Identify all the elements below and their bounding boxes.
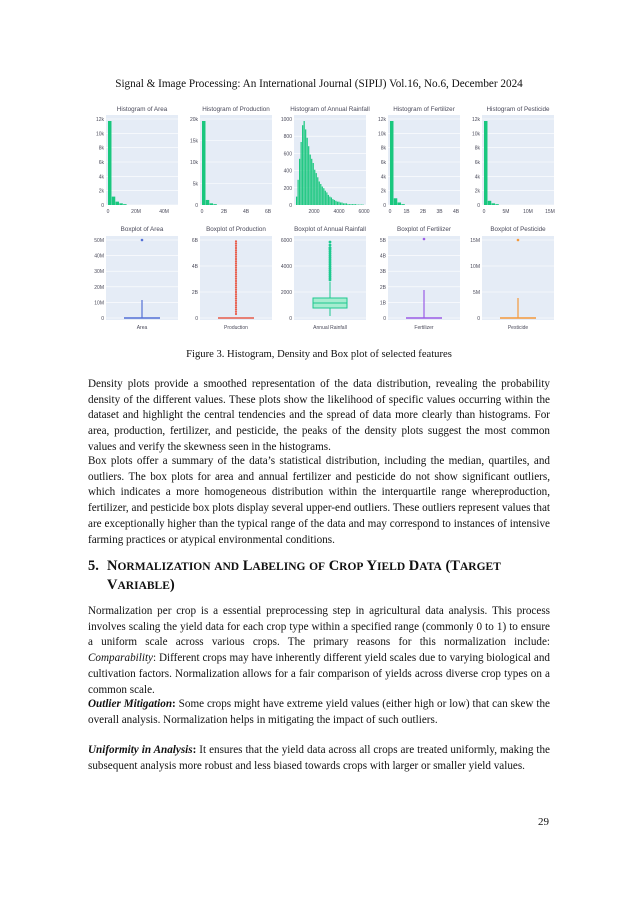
histogram-bar: [352, 204, 353, 205]
histogram-bar: [350, 204, 351, 205]
y-tick-label: 0: [195, 203, 198, 209]
y-tick-label: 400: [283, 168, 292, 175]
uniformity-term: Uniformity in Analysis: [88, 744, 193, 756]
y-tick-label: 12k: [377, 117, 386, 123]
x-axis-label: Fertilizer: [414, 325, 434, 331]
y-tick-label: 2B: [191, 290, 198, 296]
y-tick-label: 15k: [189, 138, 198, 145]
outlier-point: [235, 311, 237, 313]
outlier-point: [235, 249, 237, 251]
y-tick-label: 2k: [98, 188, 104, 195]
outlier-point: [235, 280, 237, 282]
boxplot-title: Boxplot of Annual Rainfall: [294, 226, 366, 233]
histogram-bar: [398, 202, 401, 205]
page-number: 29: [538, 816, 549, 828]
histogram-bar: [355, 204, 356, 205]
histogram-bar: [322, 187, 323, 205]
y-tick-label: 10k: [471, 131, 480, 138]
outlier-point: [329, 244, 332, 247]
y-tick-label: 50M: [94, 238, 104, 244]
outlier-point: [235, 258, 237, 260]
histogram-bar: [213, 204, 216, 205]
histogram-bar: [317, 177, 318, 205]
x-axis-label: Area: [136, 325, 148, 331]
histogram-bar: [298, 180, 299, 205]
outlier-point: [235, 302, 237, 304]
outlier-point: [141, 239, 144, 242]
outlier-point: [235, 287, 237, 289]
x-tick-label: 5M: [502, 209, 510, 215]
histogram-bar: [394, 198, 397, 205]
histogram-plot-area: [294, 115, 366, 205]
paragraph-box-plots: Box plots offer a summary of the data’s statistical distribution, including the median, quartiles, and outliers. The box plots for area and annual fertilizer and pesticide do not show significant outliers, which indicates a more homogeneous distribution within the interquartile range whereproduction, fertilizer, and pesticide box plots display several upper-end outliers. These outliers represent values that are exceptionally higher than the typical range of the data and may correspond to instances of intensive farming practices or atypical environmental conditions.: [88, 455, 550, 546]
histogram-bar: [311, 159, 312, 205]
histogram-bar: [299, 159, 300, 205]
histogram-bar: [304, 121, 305, 205]
y-tick-label: 0: [383, 203, 386, 209]
uniformity-colon: :: [192, 744, 197, 756]
x-axis-label: Production: [224, 325, 248, 331]
outlier-point: [235, 291, 237, 293]
y-tick-label: 20M: [94, 284, 104, 291]
histogram-bar: [206, 200, 209, 205]
histogram-bar: [210, 203, 213, 205]
histogram-title: Histogram of Production: [202, 106, 270, 113]
histogram-title: Histogram of Area: [116, 106, 168, 113]
outlier-point: [235, 260, 237, 262]
histogram-bar: [347, 204, 348, 205]
histogram-plot-area: [106, 115, 178, 205]
histogram-bar: [390, 121, 393, 205]
y-tick-label: 5M: [473, 290, 480, 296]
y-tick-label: 800: [283, 134, 292, 141]
x-tick-label: 40M: [159, 209, 169, 215]
histogram-bar: [337, 202, 338, 205]
histogram-bar: [308, 146, 309, 205]
y-tick-label: 4k: [474, 174, 480, 181]
x-tick-label: 0: [482, 209, 486, 215]
outlier-point: [235, 295, 237, 297]
outlier-text: Some crops might have extreme yield values (either high or low) that can skew the overall analysis. Normalization helps in mitigating the impact of such outliers.: [88, 698, 550, 726]
histogram-plot-area: [388, 115, 460, 205]
histogram-bar: [338, 202, 339, 205]
section-title-line1: NORMALIZATION AND LABELING OF CROP YIELD DATA (TARGET: [107, 558, 501, 574]
x-tick-label: 15M: [545, 209, 555, 215]
y-tick-label: 40M: [94, 253, 104, 260]
histogram-plot-area: [200, 115, 272, 205]
outlier-point: [235, 282, 237, 284]
outlier-point: [235, 300, 237, 302]
y-tick-label: 12k: [471, 117, 480, 123]
histogram-bar: [328, 195, 329, 205]
histogram-bar: [119, 203, 122, 205]
outlier-point: [329, 241, 332, 244]
histogram-bar: [340, 202, 341, 205]
x-tick-label: 4000: [333, 209, 345, 215]
y-tick-label: 6B: [191, 238, 198, 244]
histogram-bar: [326, 192, 327, 205]
histogram-bar: [116, 202, 119, 205]
x-tick-label: 2000: [308, 209, 320, 215]
y-tick-label: 600: [283, 151, 292, 158]
y-tick-label: 30M: [94, 269, 104, 276]
boxplot-title: Boxplot of Fertilizer: [397, 226, 451, 233]
x-tick-label: 2B: [419, 209, 427, 215]
boxplot-title: Boxplot of Production: [206, 226, 266, 233]
x-axis-label: Annual Rainfall: [313, 325, 347, 331]
y-tick-label: 5k: [192, 181, 198, 188]
histogram-bar: [305, 129, 306, 205]
x-tick-label: 20M: [131, 209, 141, 215]
y-tick-label: 4000: [280, 264, 292, 270]
y-tick-label: 2000: [280, 290, 292, 296]
y-tick-label: 10M: [470, 264, 480, 270]
normalization-intro: Normalization per crop is a essential preprocessing step in agricultural data analysis. This process involves scaling the yield data for each crop type within a specified range (commonly 0 to 1) to ensure a uniform scale across various crops. The primary reasons for this normalization include:: [88, 605, 550, 649]
y-tick-label: 10k: [95, 131, 104, 138]
outlier-point: [235, 309, 237, 311]
y-tick-label: 3B: [379, 269, 386, 276]
y-tick-label: 12k: [95, 117, 104, 123]
paragraph-normalization: [88, 604, 550, 698]
histogram-title: Histogram of Pesticide: [486, 106, 550, 113]
outlier-point: [235, 278, 237, 280]
histogram-bar: [335, 201, 336, 205]
histogram-bar: [319, 181, 320, 205]
boxplot-title: Boxplot of Pesticide: [490, 226, 546, 233]
y-tick-label: 6k: [380, 160, 386, 166]
x-tick-label: 0: [200, 209, 204, 215]
figure-caption: Figure 3. Histogram, Density and Box plot of selected features: [186, 349, 452, 360]
outlier-point: [235, 240, 237, 242]
histogram-bar: [320, 184, 321, 205]
y-tick-label: 4B: [379, 253, 386, 260]
histogram-bar: [484, 121, 487, 205]
x-tick-label: 0: [106, 209, 110, 215]
y-tick-label: 8k: [98, 145, 104, 152]
outlier-point: [235, 273, 237, 275]
outlier-point: [329, 247, 332, 250]
outlier-point: [517, 239, 520, 242]
outlier-point: [235, 262, 237, 264]
histogram-bar: [325, 191, 326, 205]
y-tick-label: 0: [383, 316, 386, 322]
histogram-bar: [313, 163, 314, 205]
y-tick-label: 200: [283, 185, 292, 192]
y-tick-label: 5B: [379, 238, 386, 244]
x-tick-label: 0: [388, 209, 392, 215]
histogram-title: Histogram of Annual Rainfall: [290, 106, 370, 113]
y-tick-label: 0: [477, 203, 480, 209]
outlier-point: [235, 298, 237, 300]
y-tick-label: 4k: [98, 174, 104, 181]
histogram-bar: [202, 121, 205, 205]
y-tick-label: 10k: [377, 131, 386, 138]
outlier-term: Outlier Mitigation: [88, 698, 173, 710]
x-tick-label: 2B: [220, 209, 228, 215]
x-tick-label: 4B: [452, 209, 460, 215]
paragraph-uniformity: [88, 743, 550, 774]
outlier-point: [235, 304, 237, 306]
y-tick-label: 15M: [470, 238, 480, 244]
outlier-point: [235, 269, 237, 271]
outlier-point: [235, 247, 237, 249]
y-tick-label: 0: [195, 316, 198, 322]
uniformity-text: It ensures that the yield data across all crops are treated uniformly, making the subsequent analysis more robust and less biased towards crops with larger or smaller yield values.: [88, 744, 550, 772]
y-tick-label: 20k: [189, 117, 198, 123]
y-tick-label: 6k: [98, 160, 104, 166]
y-tick-label: 2B: [379, 284, 386, 291]
histogram-bar: [332, 199, 333, 205]
outlier-point: [235, 251, 237, 253]
histogram-bar: [296, 197, 297, 205]
histogram-plot-area: [482, 115, 554, 205]
histogram-bar: [353, 204, 354, 205]
histogram-bar: [488, 201, 491, 205]
y-tick-label: 8k: [474, 145, 480, 152]
histogram-bar: [310, 155, 311, 205]
y-tick-label: 10M: [94, 300, 104, 307]
outlier-point: [235, 267, 237, 269]
y-tick-label: 0: [477, 316, 480, 322]
histogram-bar: [316, 173, 317, 205]
histogram-bar: [331, 197, 332, 205]
section-heading: [88, 557, 550, 595]
histogram-bar: [341, 202, 342, 205]
outlier-point: [235, 293, 237, 295]
y-tick-label: 4k: [380, 174, 386, 181]
histogram-bar: [401, 204, 404, 205]
x-tick-label: 6000: [358, 209, 370, 215]
histogram-bar: [349, 204, 350, 205]
histogram-bar: [334, 200, 335, 205]
histogram-bar: [112, 197, 115, 205]
x-tick-label: 3B: [436, 209, 443, 215]
histogram-bar: [344, 203, 345, 205]
y-tick-label: 0: [289, 203, 292, 209]
journal-header: Signal & Image Processing: An International Journal (SIPIJ) Vol.16, No.6, December 2024: [115, 78, 523, 90]
y-tick-label: 4B: [191, 264, 198, 270]
histogram-bar: [495, 204, 498, 205]
x-tick-label: 6B: [264, 209, 272, 215]
y-tick-label: 6k: [474, 160, 480, 166]
paragraph-outlier-mitigation: [88, 697, 550, 728]
histogram-bar: [323, 188, 324, 205]
x-axis-label: Pesticide: [507, 325, 529, 331]
outlier-point: [235, 243, 237, 245]
outlier-point: [235, 313, 237, 315]
histogram-bar: [346, 203, 347, 205]
comparability-text: : Different crops may have inherently different yield scales due to varying biological and cultivation factors. Normalization allows for a fair comparison of yields across diverse crop types on a common scale.: [88, 652, 550, 696]
outlier-point: [235, 271, 237, 273]
outlier-point: [235, 256, 237, 258]
histogram-bar: [302, 125, 303, 205]
y-tick-label: 2k: [474, 188, 480, 195]
paragraph-density-plots: Density plots provide a smoothed representation of the data distribution, revealing the probability density of the different values. These plots show the likelihood of specific values occurring within the dataset and highlight the central tendencies and the spread of data more clearly than histograms. For area, production, fertilizer, and pesticide, the peaks of the density plots suggest the most common values and verify the skewness seen in the histograms.: [88, 378, 550, 453]
y-tick-label: 2k: [380, 188, 386, 195]
outlier-point: [235, 254, 237, 256]
outlier-point: [235, 284, 237, 286]
histogram-bar: [492, 203, 495, 205]
y-tick-label: 6000: [280, 238, 292, 244]
histogram-bar: [108, 121, 111, 205]
y-tick-label: 1000: [280, 117, 292, 123]
y-tick-label: 10k: [189, 160, 198, 166]
histogram-title: Histogram of Fertilizer: [393, 106, 455, 113]
outlier-point: [235, 245, 237, 247]
outlier-point: [235, 306, 237, 308]
y-tick-label: 0: [289, 316, 292, 322]
y-tick-label: 0: [101, 316, 104, 322]
histogram-bar: [301, 142, 302, 205]
outlier-point: [235, 289, 237, 291]
outlier-point: [235, 276, 237, 278]
section-title-line2: VARIABLE): [107, 577, 175, 593]
y-tick-label: 1B: [379, 300, 386, 307]
outlier-colon: :: [172, 698, 176, 710]
histogram-bar: [329, 197, 330, 205]
boxplot-title: Boxplot of Area: [120, 226, 164, 233]
histogram-bar: [307, 138, 308, 205]
figure-3-plots: [86, 103, 556, 335]
comparability-term: Comparability: [88, 652, 153, 665]
histogram-bar: [314, 170, 315, 205]
outlier-point: [235, 265, 237, 267]
figure-3: [86, 103, 556, 335]
section-number: 5.: [88, 558, 99, 574]
x-tick-label: 4B: [242, 209, 250, 215]
histogram-bar: [123, 204, 126, 205]
x-tick-label: 1B: [403, 209, 410, 215]
y-tick-label: 0: [101, 203, 104, 209]
histogram-bar: [343, 203, 344, 205]
y-tick-label: 8k: [380, 145, 386, 152]
outlier-point: [423, 238, 426, 241]
x-tick-label: 10M: [523, 209, 533, 215]
